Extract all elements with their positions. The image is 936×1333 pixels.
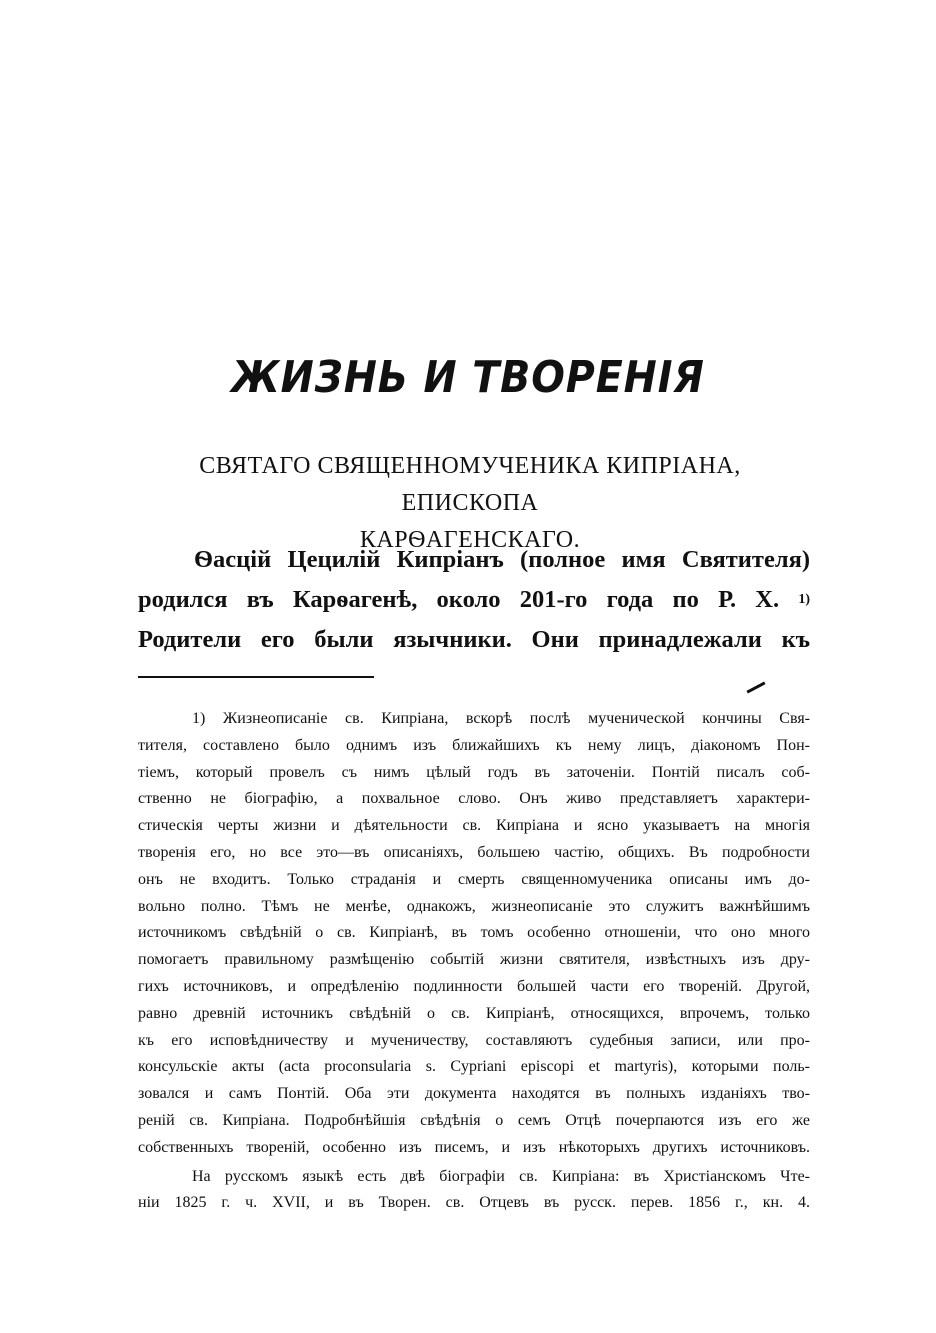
- footnote-line: вольно полно. Тѣмъ не менѣе, однакожъ, жизнеописаніе это служитъ важнѣйшимъ: [138, 897, 810, 915]
- footnote-line: онъ не входитъ. Только страданія и смерть священномученика описаны имъ до-: [138, 870, 810, 888]
- footnote-line: реній св. Кипріана. Подробнѣйшія свѣдѣнія о семъ Отцѣ почерпаются изъ его же: [138, 1111, 810, 1129]
- footnote-line: помогаетъ правильному размѣщенію событій жизни святителя, извѣстныхъ изъ дру-: [138, 951, 810, 969]
- footnote: [138, 706, 810, 1217]
- body-line-text: родился въ Карѳагенѣ, около 201-го года по Р. Х.: [138, 586, 780, 613]
- footnote-line: стическія черты жизни и дѣятельности св. Кипріана и ясно указываетъ на многія: [138, 817, 810, 835]
- footnote-line: собственныхъ твореній, особенно изъ писемъ, и изъ нѣкоторыхъ другихъ источниковъ.: [138, 1138, 810, 1156]
- footnote-line: творенія его, но все это—въ описаніяхъ, большею частію, общихъ. Въ подробности: [138, 843, 810, 861]
- footnote-line: равно древній источникъ свѣдѣній о св. Кипріанѣ, относящихся, впрочемъ, только: [138, 1004, 810, 1022]
- subtitle-line: СВЯТАГО СВЯЩЕННОМУЧЕНИКА КИПРІАНА, ЕПИСКОПА: [199, 453, 741, 516]
- footnote-line: На русскомъ языкѣ есть двѣ біографіи св. Кипріана: въ Христіанскомъ Чте-: [192, 1167, 810, 1185]
- footnote-line: ніи 1825 г. ч. XVII, и въ Творен. св. Отцевъ въ русск. перев. 1856 г., кн. 4.: [138, 1194, 810, 1212]
- footnote-line: тителя, составлено было однимъ изъ ближайшихъ къ нему лицъ, діакономъ Пон-: [138, 736, 810, 754]
- page-title: ЖИЗНЬ И ТВОРЕНІЯ: [231, 352, 705, 403]
- body-line: Ѳасцій Цецилій Кипріанъ (полное имя Святителя): [194, 546, 810, 573]
- footnote-line: тіемъ, который провелъ съ нимъ цѣлый годъ въ заточеніи. Понтій писалъ соб-: [138, 763, 810, 781]
- footnote-line: зовался и самъ Понтій. Оба эти документа находятся въ полныхъ изданіяхъ тво-: [138, 1085, 810, 1103]
- footnote-line: гихъ источниковъ, и опредѣленію подлинности большей части его твореній. Другой,: [138, 977, 810, 995]
- footnote-line: консульскіе акты (acta proconsularia s. Cypriani episcopi et martyris), которыми поль-: [138, 1058, 810, 1076]
- body-paragraph: [138, 540, 810, 660]
- footnote-line: источникомъ свѣдѣній о св. Кипріанѣ, въ томъ особенно отношеніи, что оно много: [138, 924, 810, 942]
- footnote-marker: 1): [798, 592, 811, 607]
- body-line: [138, 580, 810, 620]
- subtitle-line: КАРѲАГЕНСКАГО.: [359, 527, 581, 553]
- ink-mark: [746, 681, 765, 693]
- footnote-line: къ его исповѣдничеству и мученичеству, составляютъ судебныя записи, или про-: [138, 1031, 810, 1049]
- footnote-line: 1) Жизнеописаніе св. Кипріана, вскорѣ послѣ мученической кончины Свя-: [192, 710, 810, 727]
- footnote-divider: [138, 676, 374, 678]
- footnote-line: ственно не біографію, а похвальное слово. Онъ живо представляетъ характери-: [138, 790, 810, 808]
- body-line: Родители его были язычники. Они принадлежали къ: [138, 626, 810, 653]
